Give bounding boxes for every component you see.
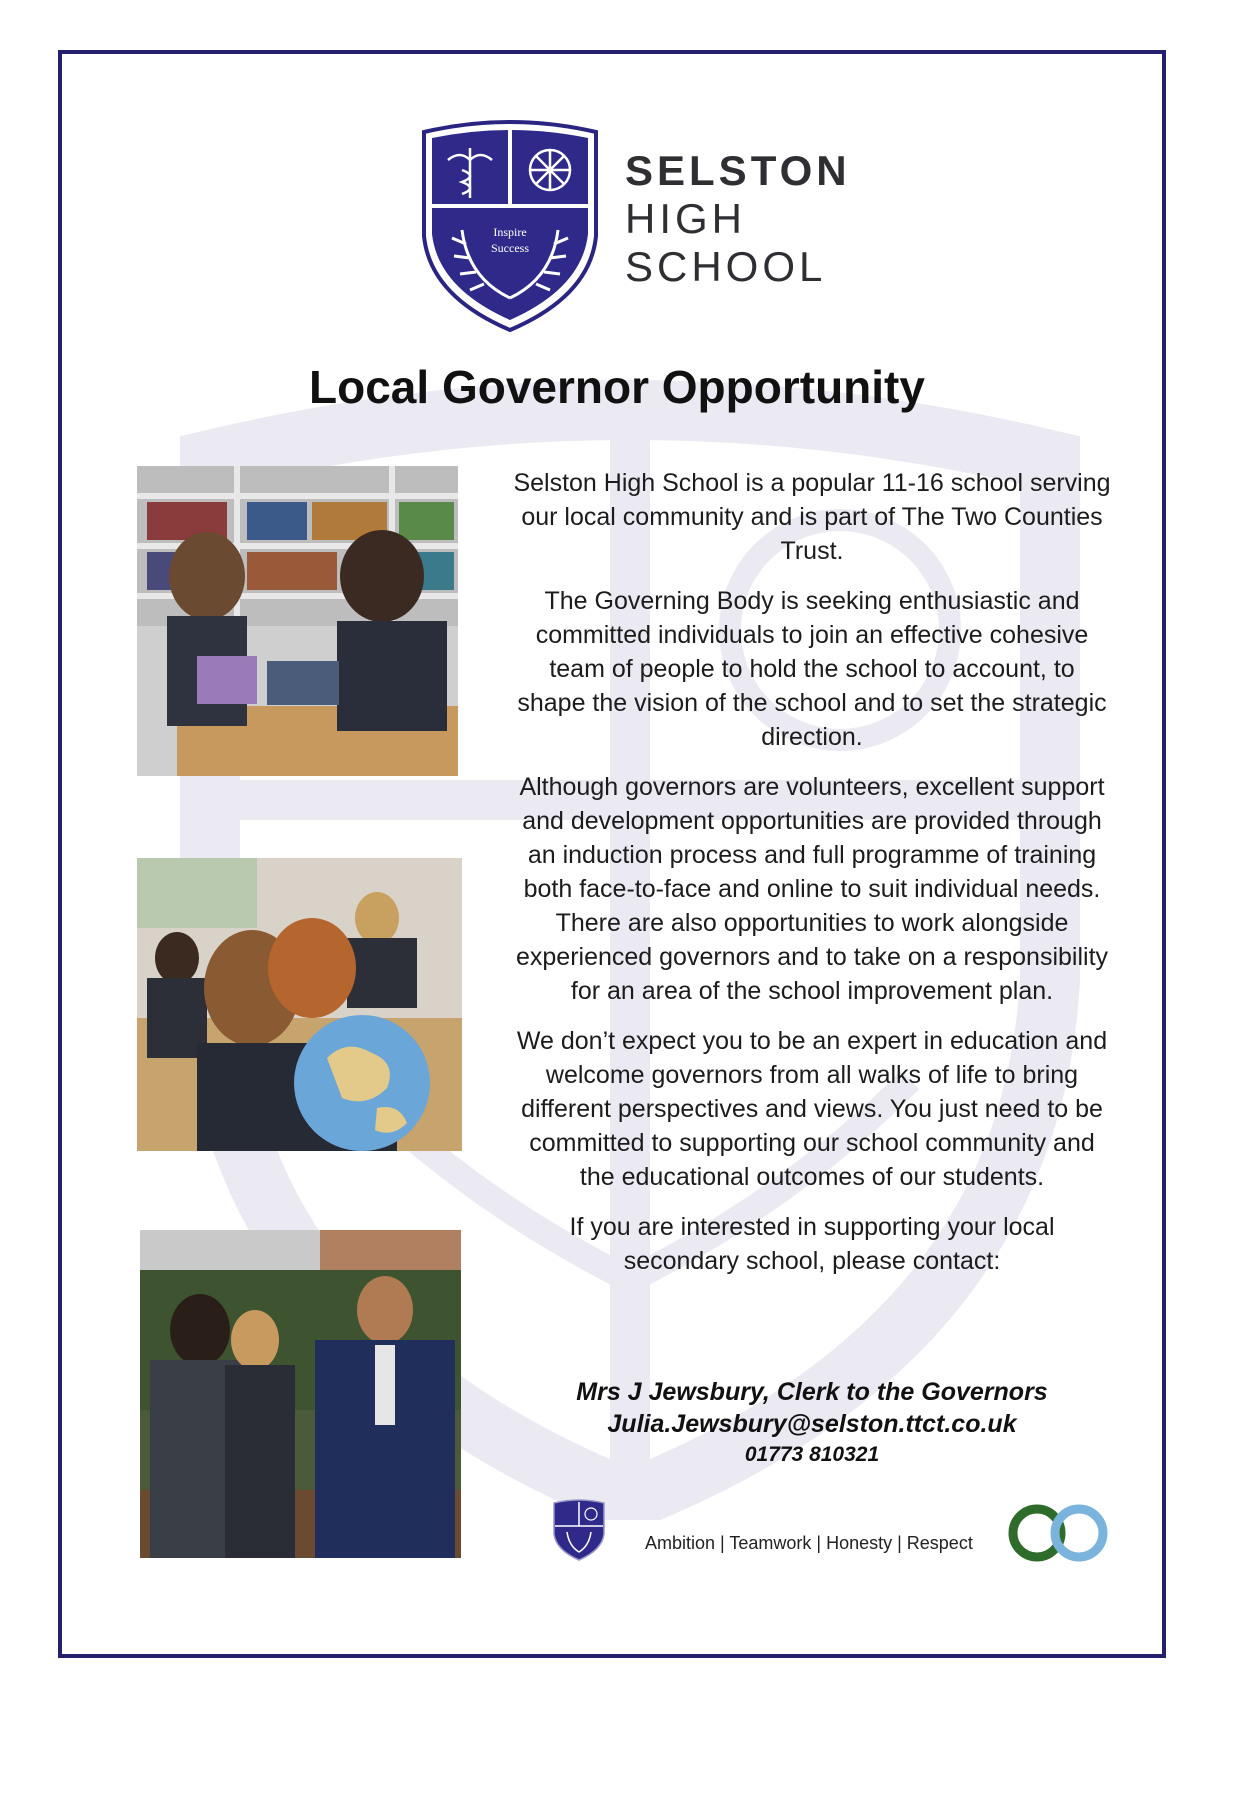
- photo-students-reading-library: [137, 466, 458, 776]
- crest-motto-line2: Success: [491, 241, 529, 255]
- contact-name: Mrs J Jewsbury, Clerk to the Governors: [576, 1378, 1048, 1406]
- wheel-icon: [530, 150, 570, 190]
- paragraph-governing-body: The Governing Body is seeking enthusiastic and committed individuals to join an effective cohesive team of people to hold the school to account, to shape the vision of the school and to set the strategic direction.: [517, 587, 1107, 751]
- paragraph-intro: Selston High School is a popular 11-16 school serving our local community and is part of The Two Counties Trust.: [513, 469, 1111, 565]
- paragraph-support: Although governors are volunteers, excellent support and development opportunities are provided through an induction process and full programme of training both face-to-face and online to suit individual needs. There are also opportunities to work alongside experienced governors and to take on a responsibility for an area of the school improvement plan.: [515, 773, 1109, 1005]
- paragraph-welcome: We don’t expect you to be an expert in education and welcome governors from all walks of life to bring different perspectives and views. You just need to be committed to supporting our school community and the educational outcomes of our students.: [516, 1027, 1108, 1191]
- trust-logo: [1006, 1502, 1112, 1564]
- contact-block: [512, 1376, 1112, 1470]
- school-values: Ambition | Teamwork | Honesty | Respect: [645, 1533, 973, 1553]
- school-name-line2: HIGH: [625, 195, 746, 242]
- school-name: [625, 147, 851, 290]
- school-crest-logo: [418, 118, 602, 334]
- contact-email[interactable]: Julia.Jewsbury@selston.ttct.co.uk: [607, 1410, 1017, 1438]
- page-title: Local Governor Opportunity: [309, 361, 925, 413]
- school-name-line3: SCHOOL: [625, 243, 827, 290]
- body-text: [512, 466, 1112, 1294]
- photo-students-with-globe: [137, 858, 462, 1151]
- contact-phone[interactable]: 01773 810321: [744, 1443, 880, 1466]
- photo-staff-and-students-outdoors: [140, 1230, 461, 1558]
- school-name-line1: SELSTON: [625, 147, 851, 194]
- paragraph-contact-intro: If you are interested in supporting your local secondary school, please contact:: [569, 1213, 1055, 1275]
- crest-motto-line1: Inspire: [493, 225, 527, 239]
- footer-school-crest: [551, 1498, 607, 1562]
